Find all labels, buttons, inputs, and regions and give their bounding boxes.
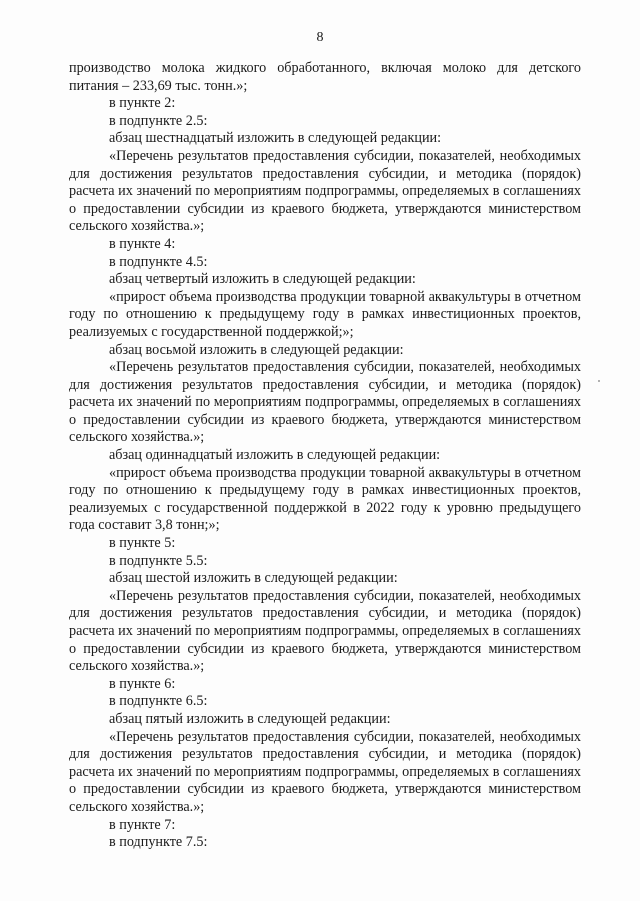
paragraph: в подпункте 4.5: (109, 253, 208, 270)
paragraph: в пункте 5: (109, 535, 176, 552)
document-body (69, 60, 581, 852)
paragraph: абзац четвертый изложить в следующей редакции: (109, 271, 416, 288)
paragraph: производство молока жидкого обработанного, включая молоко для детского питания – 233,69 тыс. тонн.»; (69, 60, 581, 94)
paragraph: абзац шестнадцатый изложить в следующей редакции: (109, 130, 442, 147)
quoted-paragraph: «Перечень результатов предоставления субсидии, показателей, необходимых для достижения результатов предоставления субсидии, и методика (порядок) расчета их значений по мероприятиям подпрограммы, определяемых в соглашениях о предоставлении субсидии из краевого бюджета, утверждаются министерством сельского хозяйства.»; (69, 147, 581, 235)
paragraph: абзац одиннадцатый изложить в следующей редакции: (109, 447, 441, 464)
quoted-paragraph: «прирост объема производства продукции товарной аквакультуры в отчетном году по отношению к предыдущему году в рамках инвестиционных проектов, реализуемых с государственной поддержкой;»; (69, 288, 581, 340)
paragraph: в пункте 2: (109, 95, 176, 112)
quoted-paragraph: «Перечень результатов предоставления субсидии, показателей, необходимых для достижения результатов предоставления субсидии, и методика (порядок) расчета их значений по мероприятиям подпрограммы, определяемых в соглашениях о предоставлении субсидии из краевого бюджета, утверждаются министерством сельского хозяйства.»; (69, 359, 581, 446)
paragraph: в пункте 7: (109, 816, 176, 833)
paragraph: в подпункте 5.5: (109, 552, 208, 569)
paragraph: абзац восьмой изложить в следующей редакции: (109, 341, 404, 358)
quoted-paragraph: «Перечень результатов предоставления субсидии, показателей, необходимых для достижения результатов предоставления субсидии, и методика (порядок) расчета их значений по мероприятиям подпрограммы, определяемых в соглашениях о предоставлении субсидии из краевого бюджета, утверждаются министерством сельского хозяйства.»; (69, 728, 581, 815)
paragraph: абзац шестой изложить в следующей редакции: (109, 570, 398, 587)
paragraph: в подпункте 7.5: (109, 834, 208, 851)
quoted-paragraph: «прирост объема производства продукции товарной аквакультуры в отчетном году по отношению к предыдущему году в рамках инвестиционных проектов, реализуемых с государственной поддержкой в 2022 году к уровню предыдущего года составит 3,8 тонн;»; (69, 464, 581, 534)
paragraph: в пункте 6: (109, 675, 176, 692)
paragraph: абзац пятый изложить в следующей редакции: (109, 710, 391, 727)
quoted-paragraph: «Перечень результатов предоставления субсидии, показателей, необходимых для достижения результатов предоставления субсидии, и методика (порядок) расчета их значений по мероприятиям подпрограммы, определяемых в соглашениях о предоставлении субсидии из краевого бюджета, утверждаются министерством сельского хозяйства.»; (69, 587, 581, 675)
scan-speck (598, 380, 600, 382)
paragraph: в подпункте 2.5: (109, 112, 208, 129)
paragraph: в подпункте 6.5: (109, 693, 208, 710)
page-number: 8 (316, 30, 324, 45)
paragraph: в пункте 4: (109, 235, 176, 252)
